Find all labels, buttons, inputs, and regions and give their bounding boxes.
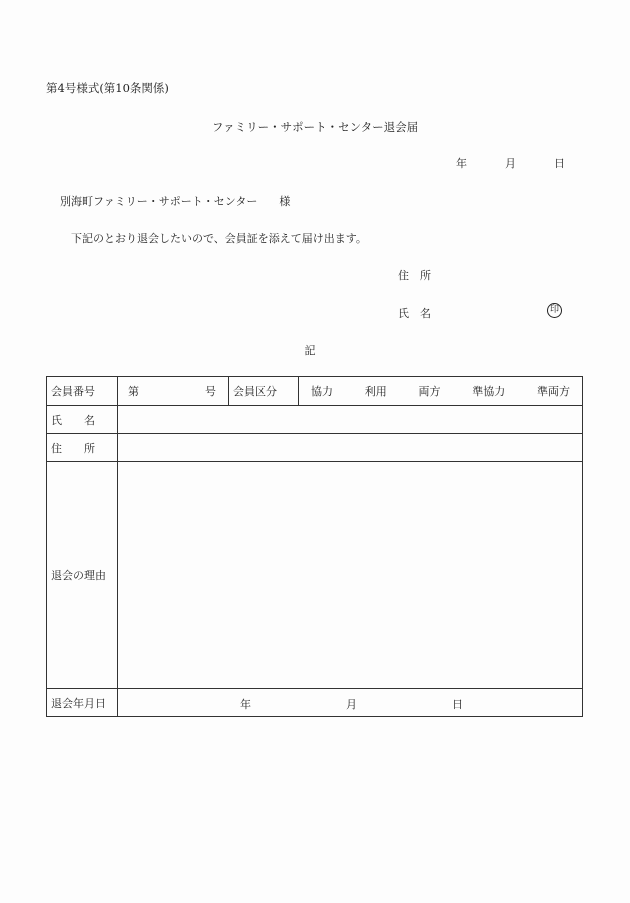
- withdrawal-form-table: [46, 376, 583, 717]
- member-type-option[interactable]: 利用: [364, 385, 387, 398]
- member-type-label: 会員区分: [229, 377, 299, 406]
- withdrawal-date-field[interactable]: [118, 689, 583, 717]
- member-type-option[interactable]: 準両方: [537, 385, 570, 398]
- document-title: ファミリー・サポート・センター退会届: [211, 120, 419, 134]
- withdrawal-date-label: 退会年月日: [47, 689, 118, 717]
- member-type-option[interactable]: 協力: [311, 385, 333, 398]
- table-row-name: [47, 406, 583, 434]
- date-day-label: 日: [554, 157, 565, 170]
- address-field[interactable]: [118, 434, 583, 462]
- reason-label: 退会の理由: [47, 462, 118, 689]
- withdrawal-year-label: 年: [240, 698, 251, 711]
- withdrawal-day-label: 日: [452, 698, 463, 711]
- applicant-address-label: 住 所: [398, 269, 431, 282]
- form-number: 第4号様式(第10条関係): [46, 81, 169, 95]
- number-suffix: 号: [205, 385, 216, 398]
- member-type-options: [299, 377, 583, 406]
- table-row-withdrawal-date: [47, 689, 583, 717]
- member-type-option[interactable]: 準協力: [472, 385, 506, 398]
- withdrawal-month-label: 月: [346, 698, 357, 711]
- addressee: 別海町ファミリー・サポート・センター 様: [60, 195, 291, 208]
- table-row-reason: [47, 462, 583, 689]
- table-row-address: [47, 434, 583, 462]
- number-prefix: 第: [128, 385, 139, 398]
- date-year-label: 年: [456, 157, 467, 170]
- name-field[interactable]: [118, 406, 583, 434]
- member-number-label: 会員番号: [47, 377, 118, 406]
- reason-field[interactable]: [118, 462, 583, 689]
- table-row-member-number: [47, 377, 583, 406]
- ki-heading: 記: [304, 344, 316, 357]
- member-number-field[interactable]: [118, 377, 229, 406]
- member-type-option[interactable]: 両方: [418, 385, 441, 398]
- seal-mark: 印: [547, 303, 562, 318]
- body-text: 下記のとおり退会したいので、会員証を添えて届け出ます。: [71, 232, 367, 245]
- address-label: 住 所: [47, 434, 118, 462]
- applicant-name-label: 氏 名: [398, 307, 431, 320]
- date-month-label: 月: [505, 157, 516, 170]
- date-line: [456, 155, 565, 171]
- name-label: 氏 名: [47, 406, 118, 434]
